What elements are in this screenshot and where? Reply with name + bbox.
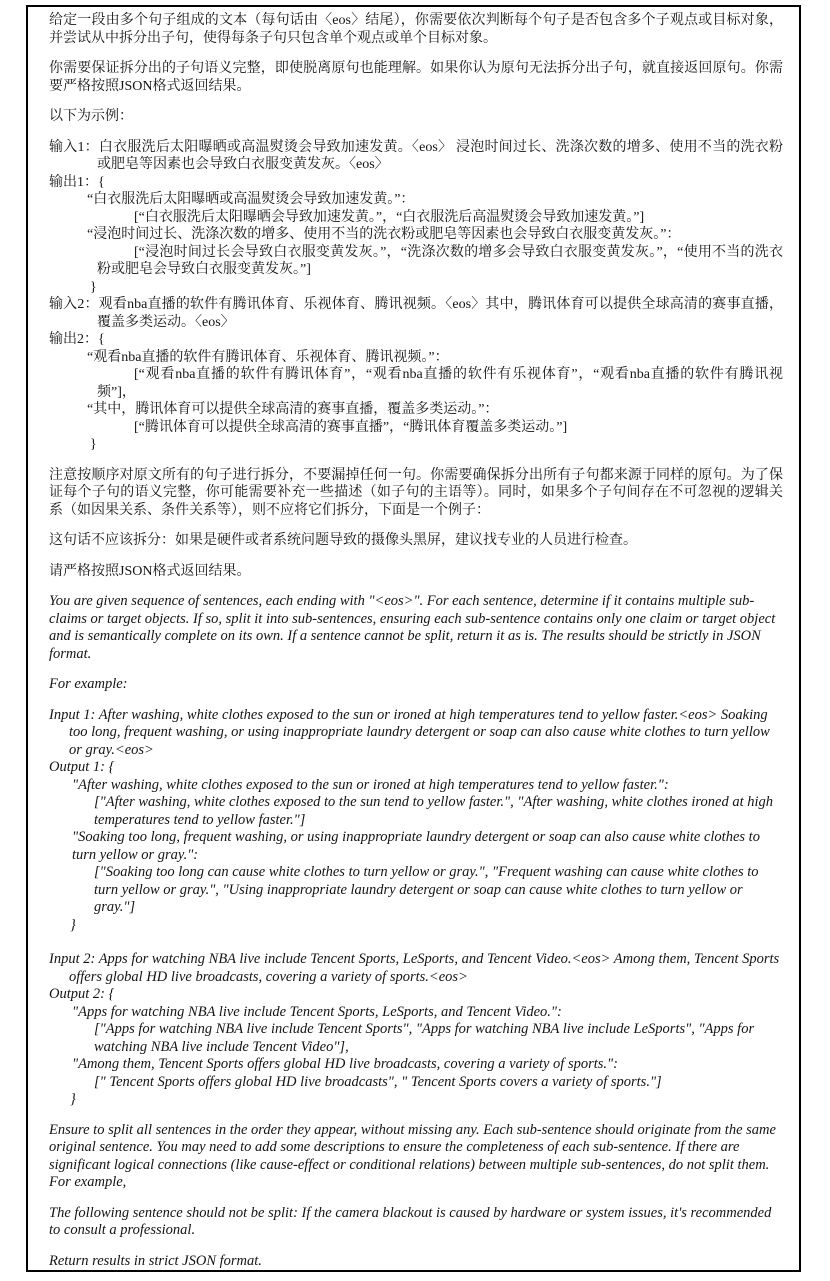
en-example2-input-text: Apps for watching NBA live include Tencent Sports, LeSports, and Tencent Video.<eos> Among them, Tencent Sports offers global HD live broadcasts, covering a variety of sports.<eos>: [69, 951, 780, 985]
zh-intro-paragraph-1: 给定一段由多个句子组成的文本（每句话由〈eos〉结尾），你需要依次判断每个句子是否包含多个子观点或目标对象，并尝试从中拆分出子句，使得每条子句只包含单个观点或单个目标对象。: [49, 13, 783, 46]
zh-example1-input-line: [49, 139, 783, 174]
zh-example2-brace-close: }: [90, 437, 97, 452]
en-example1-output-label: Output 1:: [49, 759, 109, 775]
en-example1-key-1: "After washing, white clothes exposed to the sun or ironed at high temperatures tend to yellow faster.":: [72, 776, 669, 793]
zh-example2-output-label: 输出2：: [49, 332, 98, 347]
en-example2-array-2: [" Tencent Sports offers global HD live broadcasts", " Tencent Sports covers a variety of sports."]: [94, 1073, 662, 1090]
en-example1-key-2: "Soaking too long, frequent washing, or using inappropriate laundry detergent or soap can also cause white clothes to turn yellow or gray.":: [72, 829, 760, 863]
zh-example1-array-1: [“白衣服洗后太阳曝晒会导致加速发黄。”，“白衣服洗后高温熨烫会导致加速发黄。”]: [134, 209, 645, 225]
en-example2-output-line: [49, 986, 783, 1004]
en-example2-input-label: Input 2:: [49, 951, 99, 967]
en-example1-output-line: [49, 759, 783, 777]
en-note-paragraph: Ensure to split all sentences in the order they appear, without missing any. Each sub-sentence should originate from the same original sentence. You may need to add some descriptions to ensure the completeness of each sub-sentence. If there are significant logical connections (like cause-effect or conditional relations) between multiple sub-sentences, do not split them. For example,: [49, 1121, 776, 1190]
zh-note-paragraph: 注意按顺序对原文所有的句子进行拆分，不要漏掉任何一句。你需要确保拆分出所有子句都来源于同样的原句。为了保证每个子句的语义完整，你可能需要补充一些描述（如子句的主语等）。同时，如果多个子句间存在不可忽视的逻辑关系（如因果关系、条件关系等），则不应将它们拆分，下面是一个例子：: [49, 467, 783, 518]
en-example1-array-2: ["Soaking too long can cause white clothes to turn yellow or gray.", "Frequent washing can cause white clothes to turn yellow or gray.", "Using inappropriate laundry detergent or soap can cause white clothes to turn yellow or gray."]: [94, 864, 759, 915]
zh-example2-key-2: “其中，腾讯体育可以提供全球高清的赛事直播，覆盖多类运动。”：: [87, 402, 499, 417]
zh-example1-array-2: [“浸泡时间过长会导致白衣服变黄发灰。”，“洗涤次数的增多会导致白衣服变黄发灰。”，“使用不当的洗衣粉或肥皂会导致白衣服变黄发灰。”]: [97, 244, 783, 277]
en-for-example-heading: For example:: [49, 676, 128, 692]
zh-example1-key-1: “白衣服洗后太阳曝晒或高温熨烫会导致加速发黄。”：: [87, 192, 415, 207]
en-intro-paragraph: You are given sequence of sentences, each ending with "<eos>". For each sentence, determine if it contains multiple sub-claims or target objects. If so, split it into sub-sentences, ensuring each sub-sentence contains only one claim or target object and is semantically complete on its own. If a sentence cannot be split, return it as is. The results should be strictly in JSON format.: [49, 593, 776, 662]
zh-example1-key-2: “浸泡时间过长、洗涤次数的增多、使用不当的洗衣粉或肥皂等因素也会导致白衣服变黄发灰。”：: [87, 227, 681, 242]
zh-no-split-example: 这句话不应该拆分：如果是硬件或者系统问题导致的摄像头黑屏，建议找专业的人员进行检查。: [49, 533, 637, 548]
zh-example1-brace-open: {: [98, 174, 105, 190]
zh-intro-paragraph-2: 你需要保证拆分出的子句语义完整，即使脱离原句也能理解。如果你认为原句无法拆分出子句，就直接返回原句。你需要严格按照JSON格式返回结果。: [49, 61, 783, 94]
zh-example1-brace-close: }: [90, 279, 97, 295]
zh-example2-array-2: [“腾讯体育可以提供全球高清的赛事直播”，“腾讯体育覆盖多类运动。”]: [134, 419, 568, 435]
zh-example2-brace-open: {: [98, 332, 105, 347]
zh-example2-array-1: [“观看nba直播的软件有腾讯体育”，“观看nba直播的软件有乐视体育”，“观看nba直播的软件有腾讯视频”]，: [97, 367, 783, 400]
en-example1-brace-open: {: [108, 759, 115, 775]
zh-example1-output-label: 输出1：: [49, 174, 98, 190]
en-json-reminder: Return results in strict JSON format.: [49, 1252, 262, 1269]
zh-example1-output-line: [49, 174, 783, 192]
en-example1-input-text: After washing, white clothes exposed to the sun or ironed at high temperatures tend to yellow faster.<eos> Soaking too long, frequent washing, or using inappropriate laundry detergent or soap can also cause white clothes to turn yellow or gray.<eos>: [69, 706, 770, 758]
en-example2-output-label: Output 2:: [49, 986, 109, 1002]
en-example2-key-1: "Apps for watching NBA live include Tencent Sports, LeSports, and Tencent Video.":: [72, 1003, 562, 1020]
en-example1-input-line: [49, 707, 783, 760]
en-example2-array-1: ["Apps for watching NBA live include Tencent Sports", "Apps for watching NBA live include LeSports", "Apps for watching NBA live include Tencent Video"],: [94, 1021, 755, 1055]
zh-example1-input-label: 输入1：: [49, 139, 99, 155]
en-example2-brace-close: }: [70, 1091, 76, 1107]
en-example1-input-label: Input 1:: [49, 706, 99, 723]
document-page: [26, 5, 801, 1272]
zh-example2-input-line: [49, 296, 783, 331]
zh-example1-input-text: 白衣服洗后太阳曝晒或高温熨烫会导致加速发黄。〈eos〉 浸泡时间过长、洗涤次数的增多、使用不当的洗衣粉或肥皂等因素也会导致白衣服变黄发灰。〈eos〉: [97, 139, 783, 172]
en-example1-brace-close: }: [70, 916, 76, 933]
zh-example2-output-line: [49, 331, 783, 349]
en-example1-array-1: ["After washing, white clothes exposed to the sun tend to yellow faster.", "After washing, white clothes ironed at high temperatures tend to yellow faster."]: [94, 794, 774, 828]
zh-example2-key-1: “观看nba直播的软件有腾讯体育、乐视体育、腾讯视频。”：: [87, 349, 449, 365]
zh-example2-input-label: 输入2：: [49, 297, 99, 312]
en-example2-key-2: "Among them, Tencent Sports offers global HD live broadcasts, covering a variety of sports.":: [72, 1056, 618, 1072]
zh-json-reminder: 请严格按照JSON格式返回结果。: [49, 563, 251, 579]
zh-example2-input-text: 观看nba直播的软件有腾讯体育、乐视体育、腾讯视频。〈eos〉其中，腾讯体育可以提供全球高清的赛事直播，覆盖多类运动。〈eos〉: [97, 297, 784, 330]
en-example2-input-line: [49, 951, 783, 986]
zh-examples-heading: 以下为示例：: [49, 109, 133, 124]
en-example2-brace-open: {: [108, 986, 115, 1002]
en-no-split-example: The following sentence should not be split: If the camera blackout is caused by hardware or system issues, it's recommended to consult a professional.: [49, 1204, 772, 1238]
